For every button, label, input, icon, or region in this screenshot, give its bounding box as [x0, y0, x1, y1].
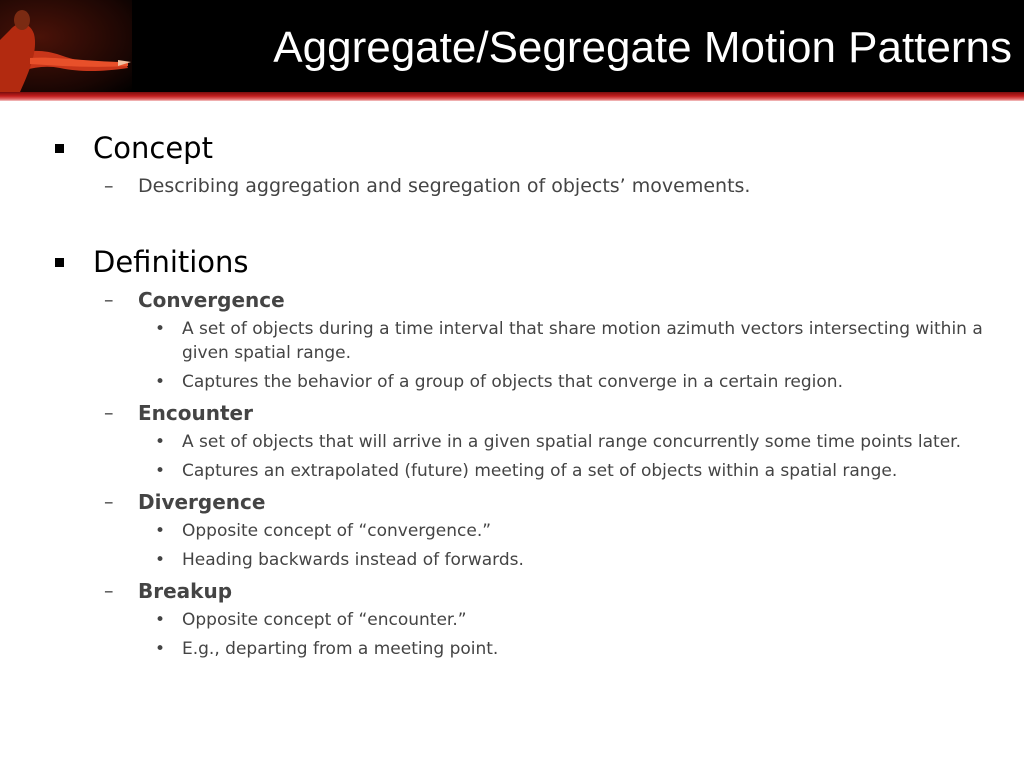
- term-divergence: [0, 488, 1024, 517]
- dot-bullet-icon: •: [155, 319, 166, 339]
- term-point: [0, 548, 1024, 572]
- square-bullet-icon: [55, 258, 64, 267]
- term-point: [0, 317, 1024, 365]
- dot-bullet-icon: •: [155, 610, 166, 630]
- term-encounter: [0, 399, 1024, 428]
- dot-bullet-icon: •: [155, 550, 166, 570]
- dash-bullet-icon: –: [104, 580, 114, 602]
- dash-bullet-icon: –: [104, 289, 114, 311]
- dash-bullet-icon: –: [104, 175, 114, 197]
- term-point: [0, 637, 1024, 661]
- term-point: [0, 370, 1024, 394]
- dot-bullet-icon: •: [155, 461, 166, 481]
- definitions-heading: Definitions: [93, 245, 249, 279]
- dash-bullet-icon: –: [104, 491, 114, 513]
- term-point: [0, 608, 1024, 632]
- term-point-text: A set of objects that will arrive in a given spatial range concurrently some time points later.: [182, 432, 962, 452]
- term-point-text: Heading backwards instead of forwards.: [182, 550, 524, 570]
- term-point-text: Opposite concept of “convergence.”: [182, 521, 492, 541]
- term-point: [0, 519, 1024, 543]
- concept-heading: Concept: [93, 131, 213, 165]
- term-name: Divergence: [138, 490, 266, 514]
- term-point-text: Opposite concept of “encounter.”: [182, 610, 467, 630]
- dot-bullet-icon: •: [155, 432, 166, 452]
- dancer-image: [0, 0, 132, 92]
- term-name: Convergence: [138, 288, 285, 312]
- dot-bullet-icon: •: [155, 372, 166, 392]
- square-bullet-icon: [55, 144, 64, 153]
- dot-bullet-icon: •: [155, 521, 166, 541]
- concept-item: [0, 172, 1024, 200]
- header-divider-stripe: [0, 92, 1024, 101]
- term-point-text: E.g., departing from a meeting point.: [182, 639, 499, 659]
- term-name: Breakup: [138, 579, 233, 603]
- slide-title: Aggregate/Segregate Motion Patterns: [273, 23, 1012, 72]
- term-breakup: [0, 577, 1024, 606]
- dash-bullet-icon: –: [104, 402, 114, 424]
- term-point-text: Captures an extrapolated (future) meeting of a set of objects within a spatial range.: [182, 461, 898, 481]
- bullet-concept: [0, 128, 1024, 168]
- title-bar: [0, 0, 1024, 92]
- term-point: [0, 459, 1024, 483]
- term-name: Encounter: [138, 401, 253, 425]
- bullet-definitions: [0, 242, 1024, 282]
- term-point: [0, 430, 1024, 454]
- dot-bullet-icon: •: [155, 639, 166, 659]
- term-point-text: Captures the behavior of a group of objects that converge in a certain region.: [182, 372, 843, 392]
- term-convergence: [0, 286, 1024, 315]
- slide-body: [0, 128, 1024, 666]
- dancer-illustration: [0, 0, 132, 92]
- term-point-text: A set of objects during a time interval that share motion azimuth vectors intersecting within a given spatial range.: [182, 319, 983, 363]
- concept-item-text: Describing aggregation and segregation of objects’ movements.: [138, 175, 751, 197]
